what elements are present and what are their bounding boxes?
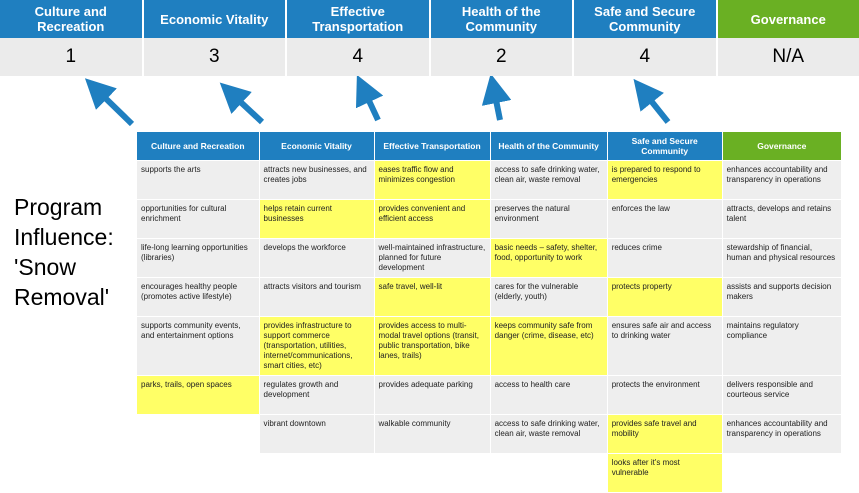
matrix-cell-5-2: provides adequate parking (374, 376, 490, 415)
matrix-cell-7-3 (490, 454, 607, 493)
matrix-cell-1-3: preserves the natural environment (490, 200, 607, 239)
matrix-cell-7-0 (137, 454, 260, 493)
matrix-cell-4-4: ensures safe air and access to drinking water (607, 317, 722, 376)
score-cell-1: 3 (144, 38, 288, 76)
matrix-cell-2-4: reduces crime (607, 239, 722, 278)
matrix-cell-3-3: cares for the vulnerable (elderly, youth) (490, 278, 607, 317)
matrix-cell-1-0: opportunities for cultural enrichment (137, 200, 260, 239)
matrix-header-5: Governance (722, 132, 841, 161)
matrix-row (137, 317, 842, 376)
matrix-row (137, 239, 842, 278)
matrix-row (137, 278, 842, 317)
matrix-row (137, 454, 842, 493)
matrix-cell-3-5: assists and supports decision makers (722, 278, 841, 317)
matrix-header-row (137, 132, 842, 161)
matrix-header-4: Safe and Secure Community (607, 132, 722, 161)
matrix-cell-2-0: life-long learning opportunities (libraries) (137, 239, 260, 278)
program-influence-line1: Program (14, 192, 134, 222)
matrix-cell-0-3: access to safe drinking water, clean air, waste removal (490, 161, 607, 200)
header-cell-2: Effective Transportation (287, 0, 431, 38)
matrix-cell-5-3: access to health care (490, 376, 607, 415)
program-influence-line2: Influence: (14, 222, 134, 252)
matrix-cell-0-5: enhances accountability and transparency in operations (722, 161, 841, 200)
matrix-cell-3-4: protects property (607, 278, 722, 317)
matrix-cell-4-5: maintains regulatory compliance (722, 317, 841, 376)
matrix-cell-1-1: helps retain current businesses (259, 200, 374, 239)
matrix-cell-3-0: encourages healthy people (promotes active lifestyle) (137, 278, 260, 317)
score-cell-3: 2 (431, 38, 575, 76)
header-cell-4: Safe and Secure Community (574, 0, 718, 38)
matrix-cell-7-2 (374, 454, 490, 493)
header-cell-1: Economic Vitality (144, 0, 288, 38)
matrix-cell-2-5: stewardship of financial, human and physical resources (722, 239, 841, 278)
matrix-cell-4-0: supports community events, and entertainment options (137, 317, 260, 376)
matrix-cell-6-0 (137, 415, 260, 454)
matrix-cell-3-1: attracts visitors and tourism (259, 278, 374, 317)
matrix-cell-5-0: parks, trails, open spaces (137, 376, 260, 415)
matrix-header-1: Economic Vitality (259, 132, 374, 161)
matrix-cell-2-3: basic needs – safety, shelter, food, opportunity to work (490, 239, 607, 278)
program-influence-label (14, 192, 134, 312)
matrix-cell-1-4: enforces the law (607, 200, 722, 239)
matrix-row (137, 415, 842, 454)
matrix-cell-0-0: supports the arts (137, 161, 260, 200)
arrow-group (0, 76, 859, 131)
score-cell-0: 1 (0, 38, 144, 76)
matrix-cell-5-4: protects the environment (607, 376, 722, 415)
matrix-cell-6-4: provides safe travel and mobility (607, 415, 722, 454)
matrix-cell-0-1: attracts new businesses, and creates jobs (259, 161, 374, 200)
scorecard-header-bar (0, 0, 859, 38)
matrix-cell-6-1: vibrant downtown (259, 415, 374, 454)
priority-matrix-table (136, 131, 842, 493)
matrix-cell-4-2: provides access to multi-modal travel options (transit, public transportation, bike lanes, trails) (374, 317, 490, 376)
matrix-cell-2-2: well-maintained infrastructure, planned for future development (374, 239, 490, 278)
matrix-body (137, 161, 842, 493)
matrix-cell-6-3: access to safe drinking water, clean air, waste removal (490, 415, 607, 454)
matrix-row (137, 376, 842, 415)
scorecard-score-row (0, 38, 859, 76)
matrix-cell-0-2: eases traffic flow and minimizes congestion (374, 161, 490, 200)
arrow-icon (97, 90, 668, 124)
matrix-cell-1-5: attracts, develops and retains talent (722, 200, 841, 239)
score-cell-4: 4 (574, 38, 718, 76)
matrix-cell-5-1: regulates growth and development (259, 376, 374, 415)
matrix-cell-1-2: provides convenient and efficient access (374, 200, 490, 239)
program-influence-line3: 'Snow (14, 252, 134, 282)
header-cell-0: Culture and Recreation (0, 0, 144, 38)
matrix-row (137, 200, 842, 239)
header-cell-5: Governance (718, 0, 859, 38)
score-cell-5: N/A (718, 38, 859, 76)
matrix-cell-3-2: safe travel, well-lit (374, 278, 490, 317)
matrix-cell-6-2: walkable community (374, 415, 490, 454)
matrix-cell-0-4: is prepared to respond to emergencies (607, 161, 722, 200)
matrix-cell-7-5 (722, 454, 841, 493)
matrix-cell-5-5: delivers responsible and courteous service (722, 376, 841, 415)
header-cell-3: Health of the Community (431, 0, 575, 38)
matrix-header-3: Health of the Community (490, 132, 607, 161)
score-cell-2: 4 (287, 38, 431, 76)
matrix-header-2: Effective Transportation (374, 132, 490, 161)
matrix-cell-7-4: looks after it's most vulnerable (607, 454, 722, 493)
matrix-header-0: Culture and Recreation (137, 132, 260, 161)
matrix-cell-4-1: provides infrastructure to support commerce (transportation, utilities, internet/communications, smart cities, etc) (259, 317, 374, 376)
program-influence-line4: Removal' (14, 282, 134, 312)
matrix-cell-2-1: develops the workforce (259, 239, 374, 278)
matrix-row (137, 161, 842, 200)
matrix-cell-7-1 (259, 454, 374, 493)
matrix-cell-6-5: enhances accountability and transparency in operations (722, 415, 841, 454)
matrix-cell-4-3: keeps community safe from danger (crime, disease, etc) (490, 317, 607, 376)
